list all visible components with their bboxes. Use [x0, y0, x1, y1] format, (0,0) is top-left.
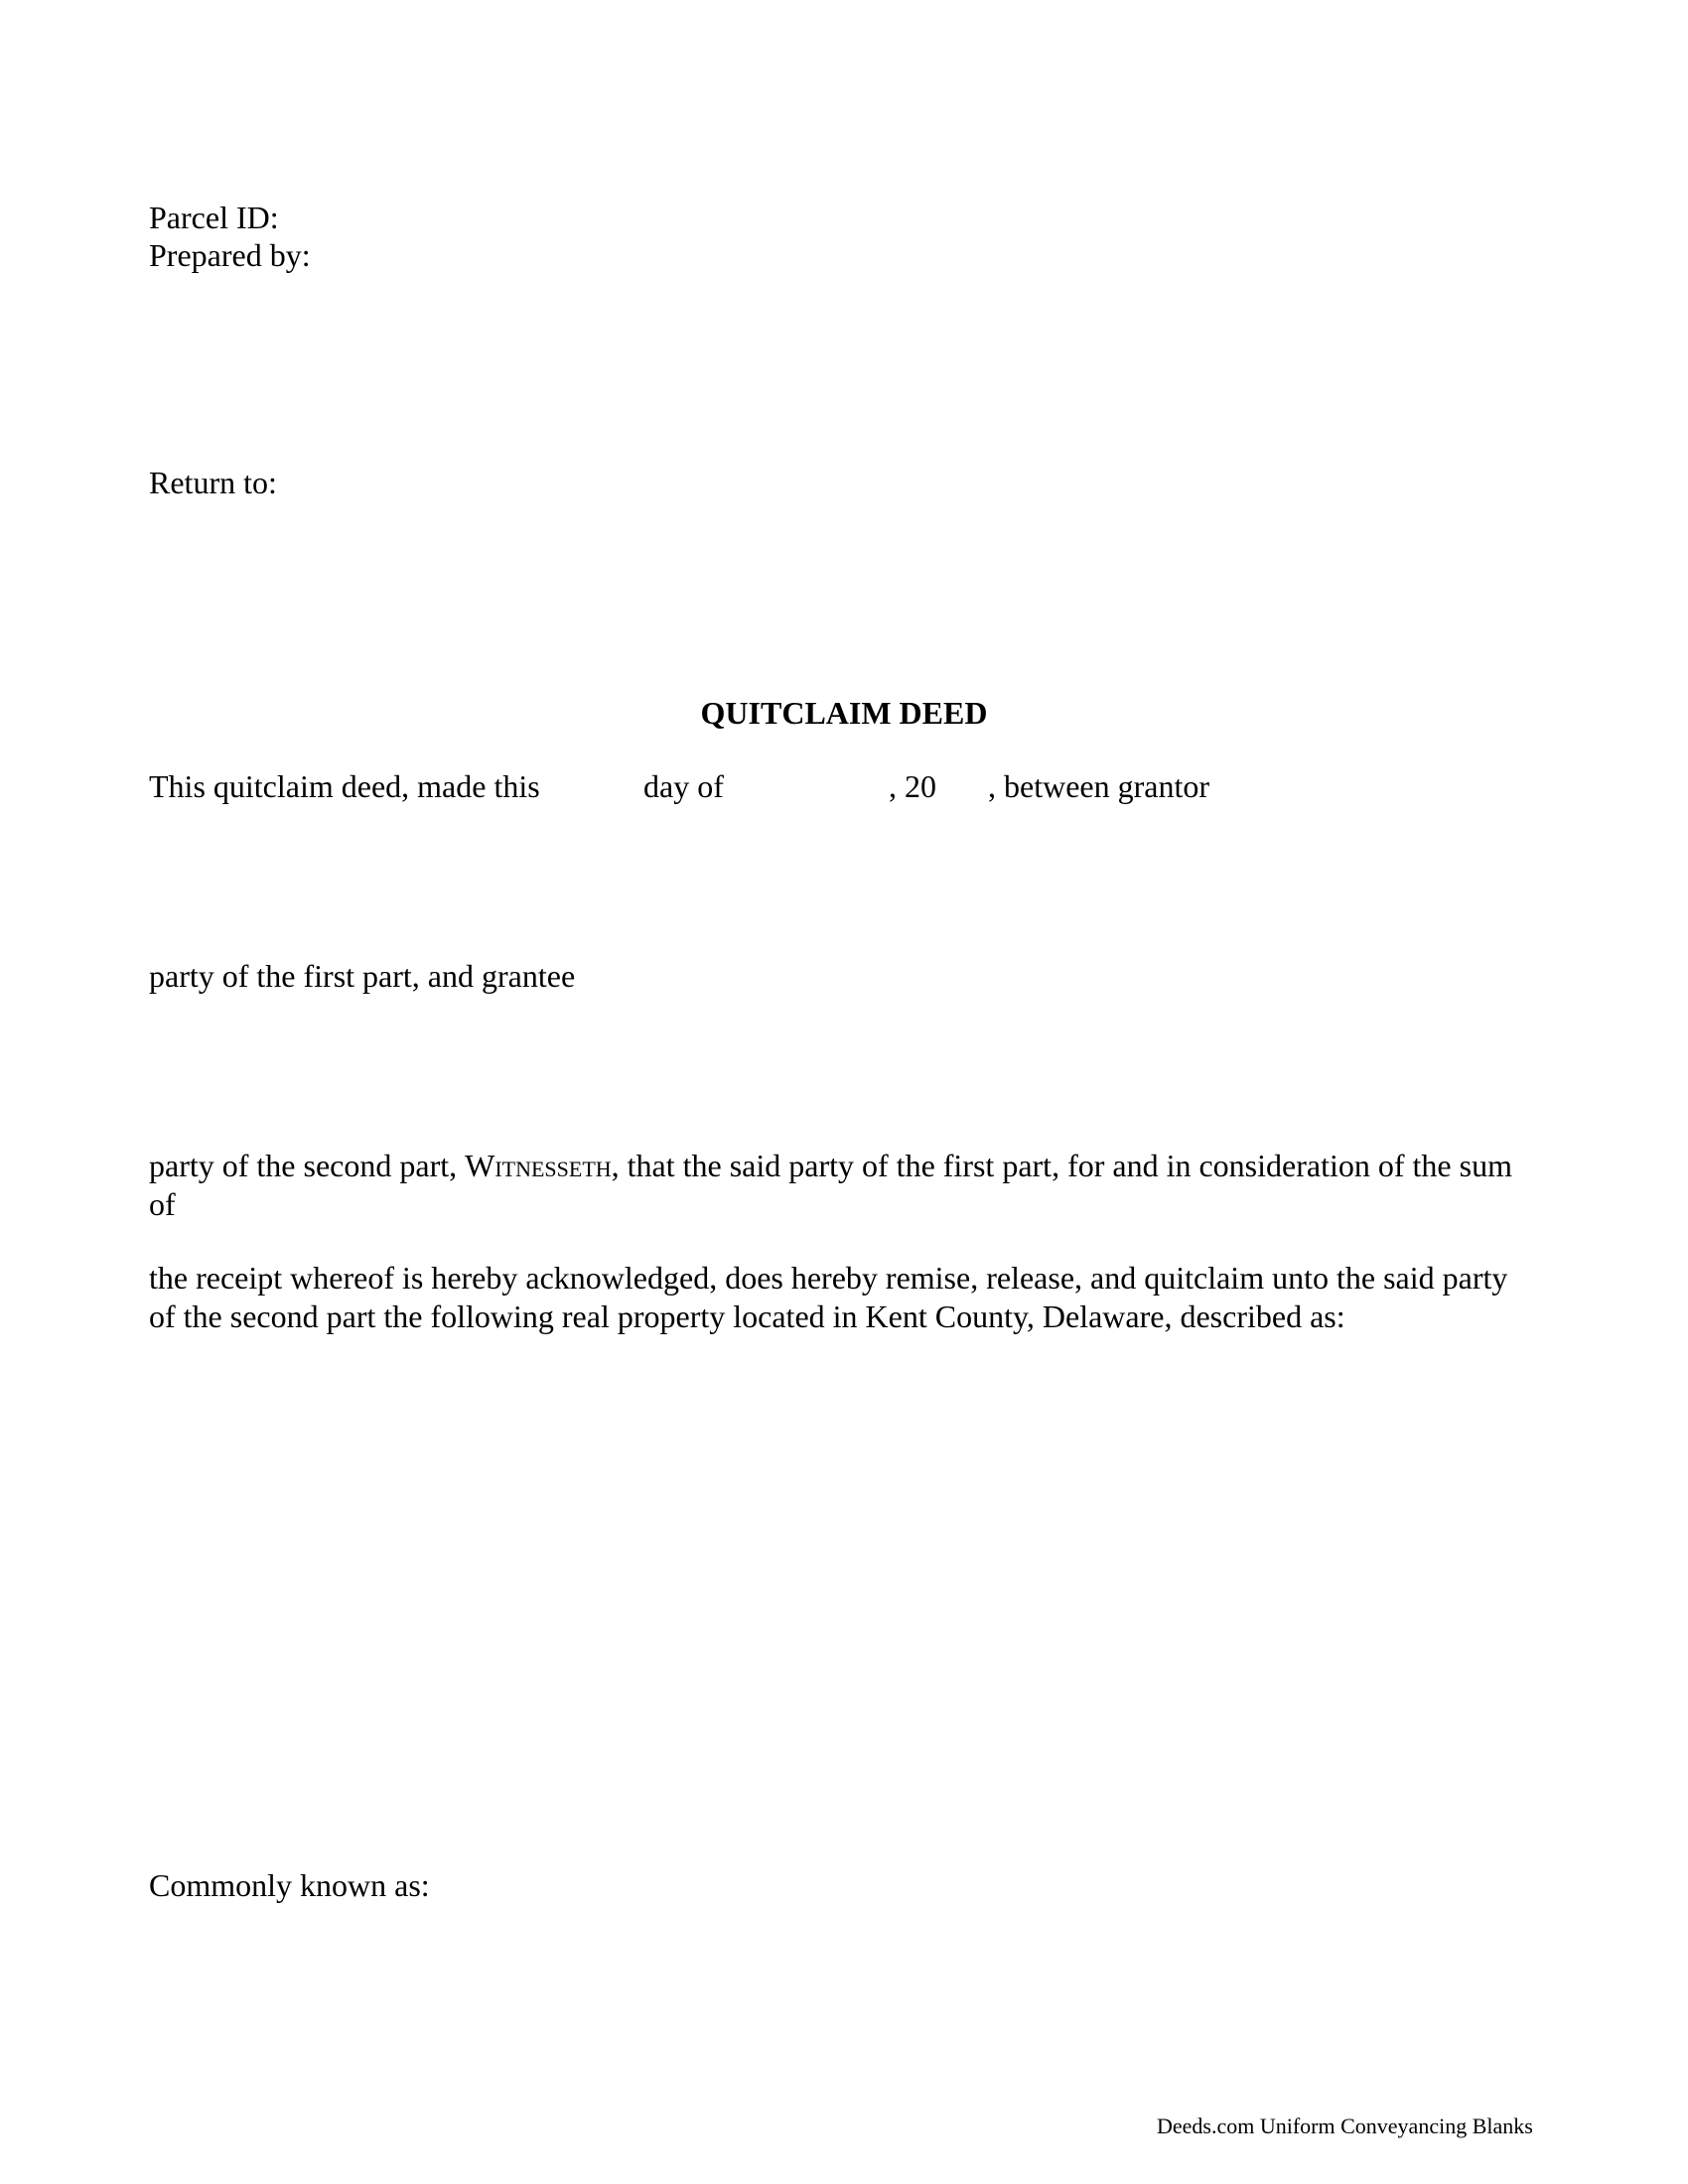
first-party-line: party of the first part, and grantee	[149, 958, 576, 994]
receipt-paragraph: the receipt whereof is hereby acknowledged, does hereby remise, release, and quitclaim unto the said party of the second part the following real property located in Kent County, Delaware, described as:	[149, 1260, 1508, 1334]
document-title: QUITCLAIM DEED	[700, 695, 988, 731]
witnesseth-word: Witnesseth	[465, 1148, 612, 1183]
commonly-known-label: Commonly known as:	[149, 1867, 430, 1903]
witness-paragraph	[149, 1147, 1539, 1224]
witness-post: , that the said party of the first part, for and in consideration of the sum of	[149, 1148, 1512, 1222]
prepared-by-label: Prepared by:	[149, 237, 311, 273]
intro-made-this: This quitclaim deed, made this	[149, 768, 540, 804]
intro-day-of: day of	[643, 768, 724, 804]
footer-text: Deeds.com Uniform Conveyancing Blanks	[1157, 2114, 1533, 2138]
return-to-label: Return to:	[149, 465, 277, 500]
witness-pre: party of the second part,	[149, 1148, 466, 1183]
parcel-id-label: Parcel ID:	[149, 200, 279, 235]
intro-year: , 20	[889, 768, 936, 804]
intro-between-grantor: , between grantor	[988, 768, 1210, 804]
